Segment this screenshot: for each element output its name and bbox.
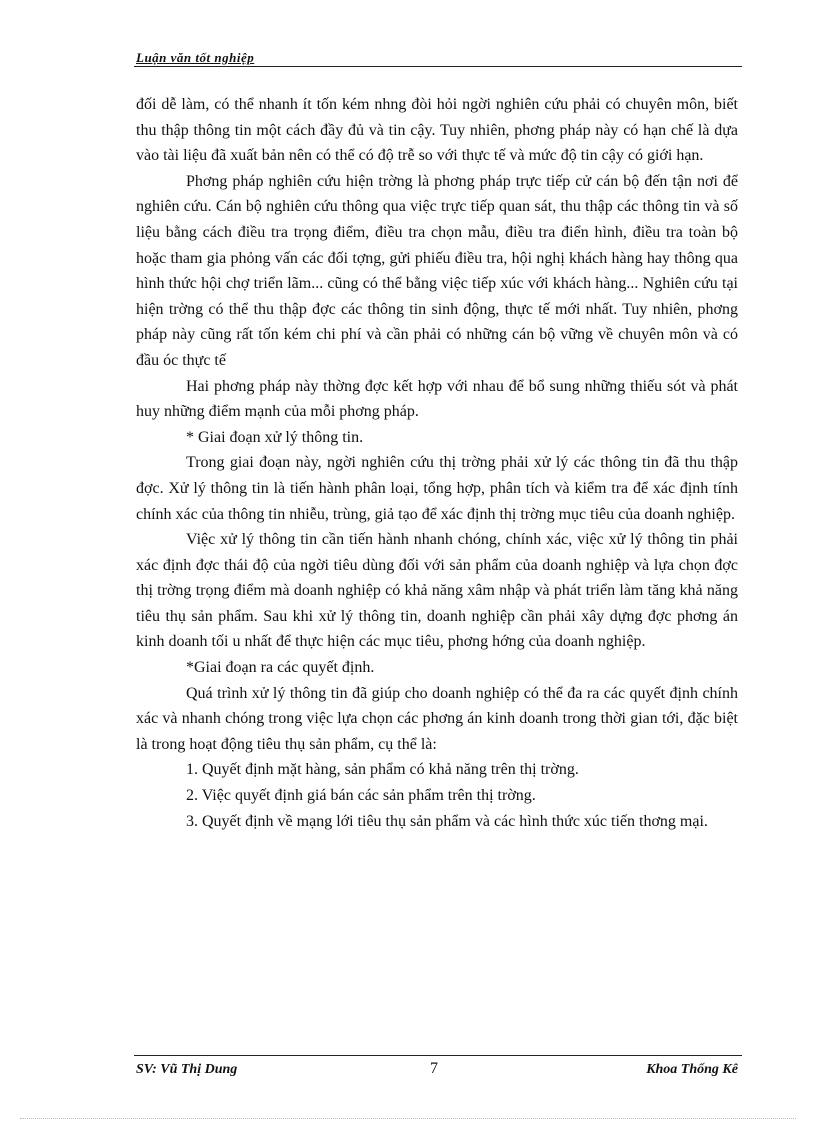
list-item: 1. Quyết định mặt hàng, sản phẩm có khả năng trên thị trờng. [186,761,579,779]
header-title: Luận văn tốt nghiệp [136,50,255,65]
page-bottom-divider [20,1118,796,1119]
paragraph: đối dễ làm, có thể nhanh ít tốn kém nhng đòi hỏi ngời nghiên cứu phải có chuyên môn, biết thu thập thông tin một cách đầy đủ và tin cậy. Tuy nhiên, phơng pháp này có hạn chế là dựa vào tài liệu đã xuất bản nên có thể có độ trễ so với thực tế và mức độ tin cậy có giới hạn. [136,96,738,165]
paragraph: Trong giai đoạn này, ngời nghiên cứu thị trờng phải xử lý các thông tin đã thu thập đợc. Xử lý thông tin là tiến hành phân loại, tổng hợp, phân tích và kiểm tra để xác định tính chính xác của thông tin nhiễu, trùng, giả tạo để xác định thị trờng mục tiêu của doanh nghiệp. [136,454,738,523]
paragraph: Hai phơng pháp này thờng đợc kết hợp với nhau để bổ sung những thiếu sót và phát huy những điểm mạnh của mỗi phơng pháp. [136,377,738,421]
page-header [134,48,742,67]
footer-department: Khoa Thống Kê [646,1062,738,1077]
paragraph: Phơng pháp nghiên cứu hiện trờng là phơng pháp trực tiếp cử cán bộ đến tận nơi để nghiên cứu. Cán bộ nghiên cứu thông qua việc trực tiếp quan sát, thu thập các thông tin và số liệu bằng cách điều tra trọng điểm, điều tra chọn mẫu, điều tra điển hình, điều tra toàn bộ hoặc tham gia phỏng vấn các đối tợng, gửi phiếu điều tra, hội nghị khách hàng hay thông qua hình thức hội chợ triển lãm... cũng có thể bằng việc tiếp xúc với khách hàng... Nghiên cứu tại hiện trờng có thể thu thập đợc các thông tin sinh động, thực tế mới nhất. Tuy nhiên, phơng pháp này cũng rất tốn kém chi phí và cần phải có những cán bộ vững về chuyên môn và có đầu óc thực tế [136,172,738,369]
list-item: 3. Quyết định về mạng lới tiêu thụ sản phẩm và các hình thức xúc tiến thơng mại. [186,812,708,830]
section-heading: *Giai đoạn ra các quyết định. [186,659,375,677]
list-item: 2. Việc quyết định giá bán các sản phẩm trên thị trờng. [186,787,536,805]
paragraph: Quá trình xử lý thông tin đã giúp cho doanh nghiệp có thể đa ra các quyết định chính xác và nhanh chóng trong việc lựa chọn các phơng án kinh doanh trong thời gian tới, đặc biệt là trong hoạt động tiêu thụ sản phẩm, cụ thể là: [136,684,738,753]
section-heading: * Giai đoạn xử lý thông tin. [186,428,364,446]
paragraph: Việc xử lý thông tin cần tiến hành nhanh chóng, chính xác, việc xử lý thông tin phải xác định đợc thái độ của ngời tiêu dùng đối với sản phẩm của doanh nghiệp và lựa chọn đợc thị trờng trọng điểm mà doanh nghiệp có khả năng xâm nhập và phát triển làm tăng khả năng tiêu thụ sản phẩm. Sau khi xử lý thông tin, doanh nghiệp cần phải xây dựng đợc phơng án kinh doanh tối u nhất để thực hiện các mục tiêu, phơng hớng của doanh nghiệp. [136,531,738,651]
page-footer [134,1055,742,1082]
footer-author: SV: Vũ Thị Dung [136,1062,238,1077]
document-body [136,92,738,834]
page-number: 7 [430,1060,438,1077]
